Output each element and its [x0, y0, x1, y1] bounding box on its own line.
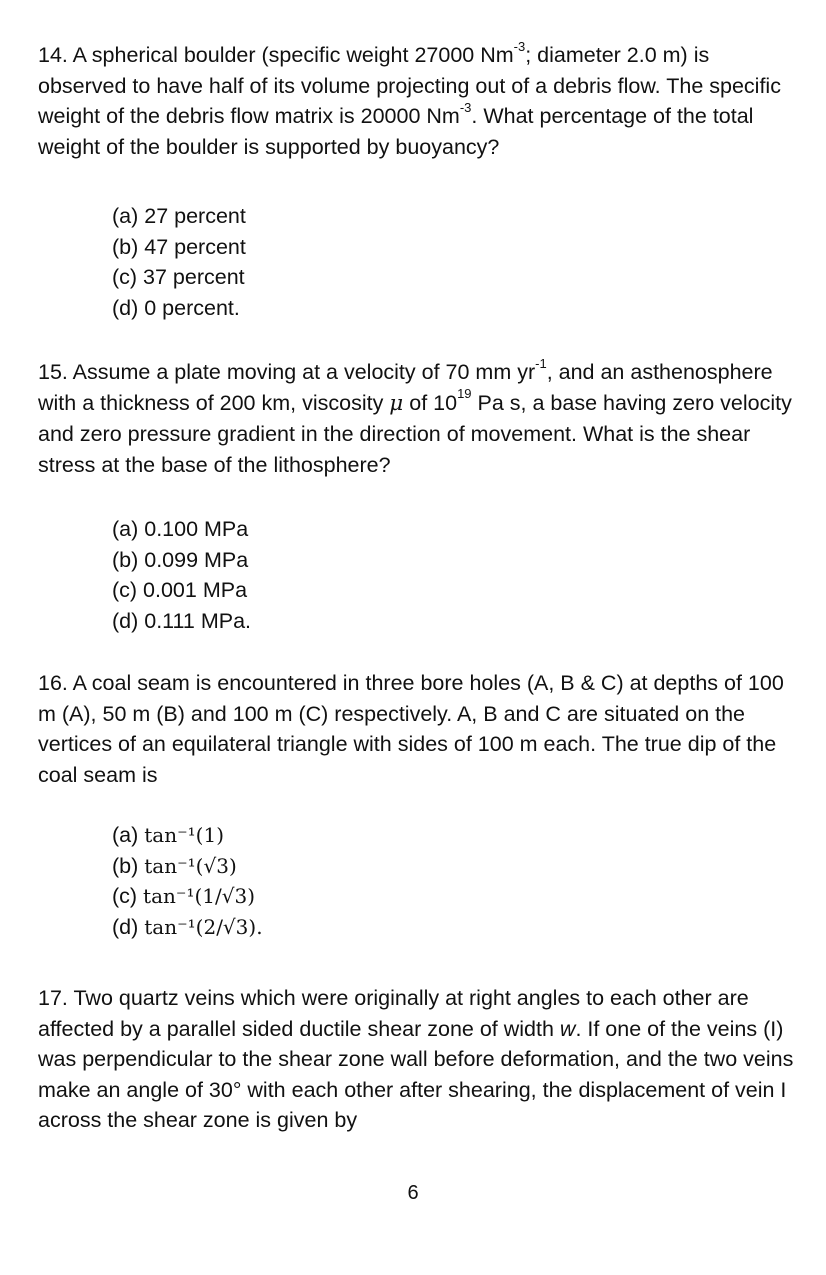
- question-17-text: 17. Two quartz veins which were originally at right angles to each other are affected by a parallel sided ductile shear zone of width w. If one of the veins (I) was perpendicular to the shear zone wall before deformation, and the two veins make an angle of 30° with each other after shearing, the displacement of vein I across the shear zone is given by: [38, 986, 794, 1132]
- question-14-options: [112, 201, 246, 323]
- option-d: (d) 0.111 MPa.: [112, 608, 252, 633]
- option-b: (b) 47 percent: [112, 234, 246, 259]
- option-a: (a) 27 percent: [112, 204, 246, 228]
- option-c: (c) 37 percent: [112, 265, 245, 289]
- option-b: (b) tan⁻¹(√3): [112, 853, 237, 878]
- option-a: (a) 0.100 MPa: [112, 517, 249, 541]
- question-16-text: 16. A coal seam is encountered in three bore holes (A, B & C) at depths of 100 m (A), 50 m (B) and 100 m (C) respectively. A, B and C are situated on the vertices of an equilateral triangle with sides of 100 m each. The true dip of the coal seam is: [38, 671, 784, 787]
- question-15-text: 15. Assume a plate moving at a velocity of 70 mm $yr^{-1}$, and an asthenosphere with a thickness of 200 km, viscosity μ of $10^{19}$ Pa s, a base having zero velocity and zero pressure gradient in the direction of movement. What is the shear stress at the base of the lithosphere?: [38, 355, 792, 477]
- option-c: (c) tan⁻¹(1/√3): [112, 884, 255, 908]
- question-15-options: [112, 514, 251, 636]
- mu-symbol: μ: [389, 390, 404, 416]
- math-expression: tan⁻¹(2/√3).: [144, 914, 263, 939]
- option-b: (b) 0.099 MPa: [112, 547, 249, 572]
- option-d: (d) tan⁻¹(2/√3).: [112, 914, 263, 939]
- page-number: 6: [407, 1182, 419, 1204]
- option-d: (d) 0 percent.: [112, 295, 240, 320]
- math-expression: tan⁻¹(1/√3): [143, 884, 255, 908]
- option-c: (c) 0.001 MPa: [112, 578, 248, 602]
- math-expression: tan⁻¹(√3): [144, 853, 237, 878]
- question-14-text: 14. A spherical boulder (specific weight 27000 $Nm^{-3}$; diameter 2.0 m) is observed to have half of its volume projecting out of a debris flow. The specific weight of the debris flow matrix is 20000 $Nm^{-3}$. What percentage of the total weight of the boulder is supported by buoyancy?: [38, 38, 781, 159]
- option-a: (a) tan⁻¹(1): [112, 823, 224, 847]
- math-expression: tan⁻¹(1): [144, 823, 224, 847]
- question-16-options: [112, 820, 263, 942]
